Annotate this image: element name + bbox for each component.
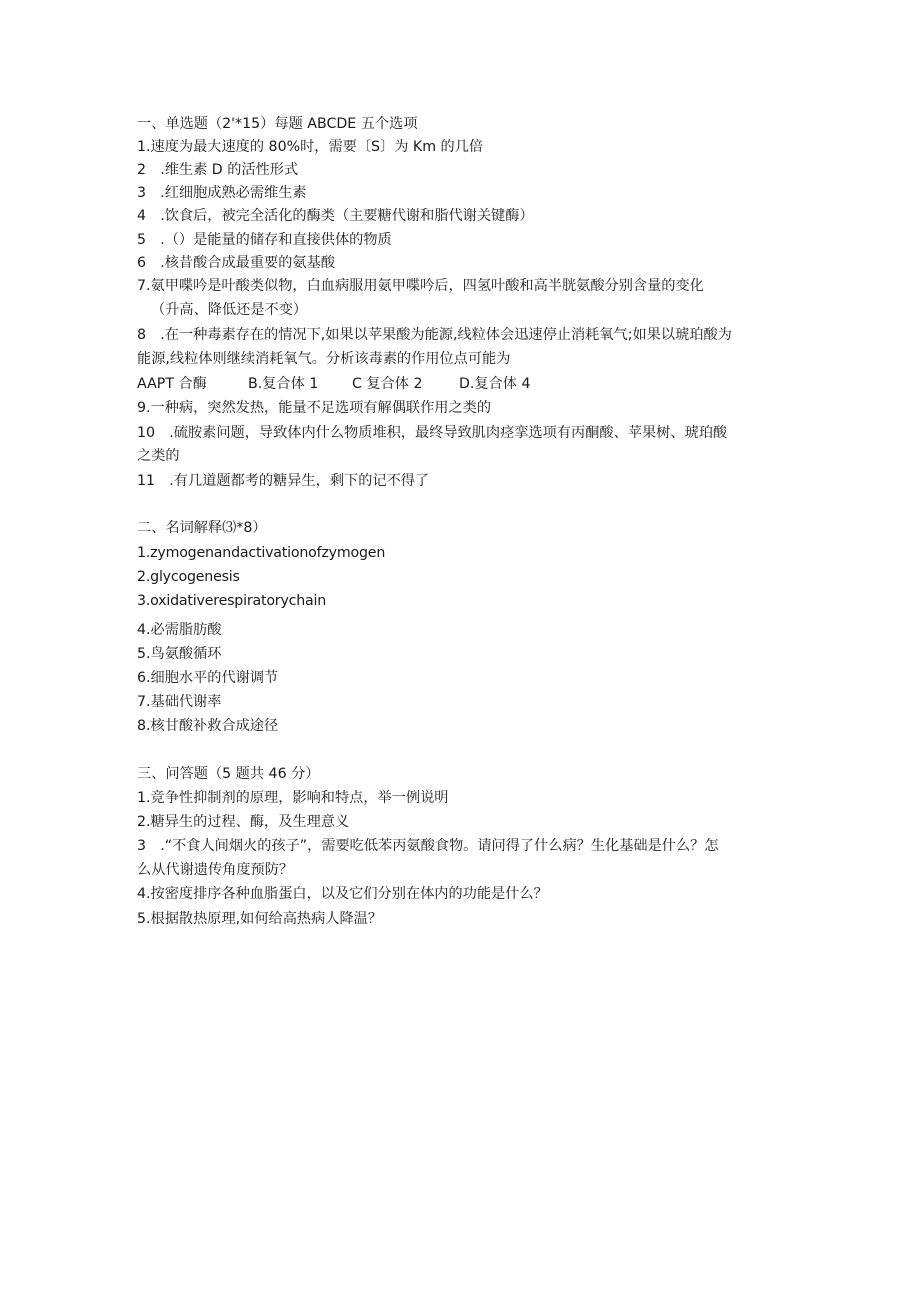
s1-question-11: 11 .有几道题都考的糖异生，剩下的记不得了 <box>137 473 430 489</box>
s1-question-8-line1: 8 .在一种毒素存在的情况下,如果以苹果酸为能源,线粒体会迅速停止消耗氧气;如果以琥珀酸为 <box>137 327 732 343</box>
s1-question-10-line2: 之类的 <box>137 448 180 464</box>
section2-heading: 二、名词解释⑶*8） <box>137 520 267 536</box>
s1-question-8-options <box>137 374 531 394</box>
s2-term-3: 3.oxidativerespiratorychain <box>137 593 327 609</box>
s2-term-6: 6.细胞水平的代谢调节 <box>137 670 279 686</box>
s2-term-8: 8.核甘酸补救合成途径 <box>137 718 279 734</box>
s1-question-1: 1.速度为最大速度的 80%时，需要〔S〕为 Km 的几倍 <box>137 139 484 155</box>
s1-question-4: 4 .饮食后，被完全活化的酶类（主要糖代谢和脂代谢关键酶） <box>137 208 534 224</box>
section1-heading: 一、单选题（2'*15）每题 ABCDE 五个选项 <box>137 116 418 132</box>
s2-term-2: 2.glycogenesis <box>137 569 240 585</box>
s1-question-7-line2: （升高、降低还是不变） <box>151 302 308 318</box>
s1-question-2: 2 .维生素 D 的活性形式 <box>137 162 299 178</box>
option-c: C 复合体 2 <box>352 376 423 392</box>
s3-question-1: 1.竞争性抑制剂的原理，影响和特点，举一例说明 <box>137 790 449 806</box>
s1-question-8-line2: 能源,线粒体则继续消耗氧气。分析该毒素的作用位点可能为 <box>137 351 511 367</box>
s1-question-5: 5 .（）是能量的储存和直接供体的物质 <box>137 232 392 248</box>
s1-question-3: 3 .红细胞成熟必需维生素 <box>137 185 307 201</box>
s1-question-10-line1: 10 .硫胺素问题，导致体内什么物质堆积，最终导致肌肉痉挛选项有丙酮酸、苹果树、琥珀酸 <box>137 425 728 441</box>
s2-term-7: 7.基础代谢率 <box>137 694 222 710</box>
s2-term-4: 4.必需脂肪酸 <box>137 622 222 638</box>
section3-heading: 三、问答题（5 题共 46 分） <box>137 766 320 782</box>
option-b: B.复合体 1 <box>248 376 319 392</box>
s3-question-5: 5.根据散热原理,如何给高热病人降温？ <box>137 911 383 927</box>
s1-question-9: 9.一种病，突然发热，能量不足选项有解偶联作用之类的 <box>137 400 492 416</box>
s2-term-1: 1.zymogenandactivationofzymogen <box>137 545 386 561</box>
s3-question-3-line1: 3 .“不食人间烟火的孩子”，需要吃低苯丙氨酸食物。请问得了什么病？生化基础是什么？怎 <box>137 838 719 854</box>
s2-term-5: 5.鸟氨酸循环 <box>137 646 222 662</box>
s3-question-2: 2.糖异生的过程、酶，及生理意义 <box>137 814 350 830</box>
s1-question-6: 6 .核昔酸合成最重要的氨基酸 <box>137 255 335 271</box>
s1-question-7-line1: 7.氨甲喋吟是叶酸类似物，白血病服用氨甲喋吟后，四氢叶酸和高半胱氨酸分别含量的变化 <box>137 278 704 294</box>
s3-question-3-line2: 么从代谢遗传角度预防？ <box>137 862 294 878</box>
option-d: D.复合体 4 <box>459 376 531 392</box>
s3-question-4: 4.按密度排序各种血脂蛋白，以及它们分别在体内的功能是什么？ <box>137 886 548 902</box>
option-a: AAPT 合酶 <box>137 376 207 392</box>
